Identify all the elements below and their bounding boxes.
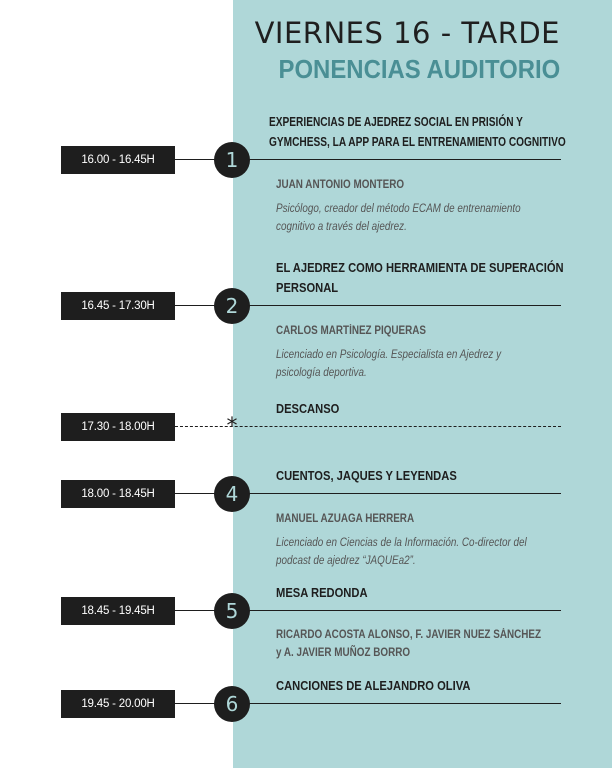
session-2-title-line1: EL AJEDREZ COMO HERRAMIENTA DE SUPERACIÓN bbox=[276, 260, 564, 275]
session-5-marker: 5 bbox=[214, 593, 250, 629]
break-title: DESCANSO bbox=[276, 401, 340, 416]
session-6-time: 19.45 - 20.00H bbox=[61, 690, 175, 718]
session-5-speakers-line2: y A. JAVIER MUÑOZ BORRO bbox=[276, 647, 411, 659]
session-2-title-line2: PERSONAL bbox=[276, 280, 339, 295]
session-1-title bbox=[269, 112, 566, 152]
session-1-desc-line2: cognitivo a través del ajedrez. bbox=[276, 221, 407, 233]
session-6-marker: 6 bbox=[214, 686, 250, 722]
session-4-title: CUENTOS, JAQUES Y LEYENDAS bbox=[276, 468, 457, 483]
session-2-desc-line2: psicología deportiva. bbox=[276, 367, 367, 379]
break-time: 17.30 - 18.00H bbox=[61, 413, 175, 441]
session-5-time: 18.45 - 19.45H bbox=[61, 597, 175, 625]
page-subtitle: PONENCIAS AUDITORIO bbox=[278, 54, 560, 84]
session-4-speaker: MANUEL AZUAGA HERRERA bbox=[276, 513, 415, 525]
session-1-marker: 1 bbox=[214, 142, 250, 178]
session-1-desc-line1: Psicólogo, creador del método ECAM de entrenamiento bbox=[276, 203, 521, 215]
session-2-desc-line1: Licenciado en Psicología. Especialista en Ajedrez y bbox=[276, 349, 502, 361]
session-6-title: CANCIONES DE ALEJANDRO OLIVA bbox=[276, 678, 471, 693]
session-2-time: 16.45 - 17.30H bbox=[61, 292, 175, 320]
session-1-description bbox=[276, 200, 560, 236]
session-4-description bbox=[276, 534, 560, 570]
session-2-speaker: CARLOS MARTÍNEZ PIQUERAS bbox=[276, 325, 427, 337]
page-title: VIERNES 16 - TARDE bbox=[254, 16, 560, 50]
session-5-speakers-line1: RICARDO ACOSTA ALONSO, F. JAVIER NUEZ SÁNCHEZ bbox=[276, 629, 542, 641]
session-2-title bbox=[276, 258, 564, 298]
session-4-time: 18.00 - 18.45H bbox=[61, 480, 175, 508]
session-1-title-line1: EXPERIENCIAS DE AJEDREZ SOCIAL EN PRISIÓN Y bbox=[269, 114, 523, 129]
session-4-desc-line1: Licenciado en Ciencias de la Información. Co-director del bbox=[276, 537, 527, 549]
session-2-marker: 2 bbox=[214, 288, 250, 324]
session-1-title-line2: GYMCHESS, LA APP PARA EL ENTRENAMIENTO COGNITIVO bbox=[269, 134, 566, 149]
session-5-speakers bbox=[276, 626, 560, 662]
session-4-desc-line2: podcast de ajedrez “JAQUEa2”. bbox=[276, 555, 416, 567]
break-asterisk-icon: * bbox=[226, 414, 238, 439]
session-1-speaker: JUAN ANTONIO MONTERO bbox=[276, 179, 405, 191]
session-5-title: MESA REDONDA bbox=[276, 585, 368, 600]
session-1-time: 16.00 - 16.45H bbox=[61, 146, 175, 174]
session-4-marker: 4 bbox=[214, 476, 250, 512]
session-2-description bbox=[276, 346, 560, 382]
